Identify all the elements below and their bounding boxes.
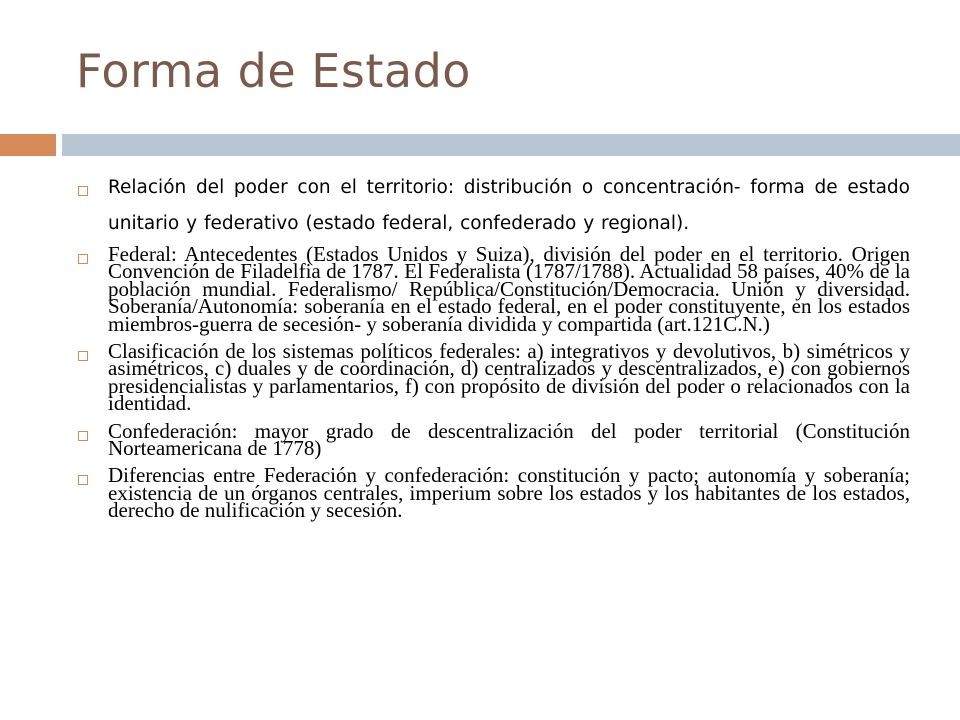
bullet-text: Federal: Antecedentes (Estados Unidos y Suiza), división del poder en el territorio. Origen Convención de Filadelfia de 1787. El Federalista (1787/1788). Actualidad 58 países, 40% de la población mundial. Federalismo/ República/Constitución/Democracia. Unión y diversidad. Soberanía/Autonomía: soberanía en el estado federal, en el poder constituyente, en los estados miembros-guerra de secesión- y soberanía dividida y compartida (art.121C.N.): [108, 242, 910, 336]
bullet-text: Relación del poder con el territorio: distribución o concentración- forma de estado unitario y federativo (estado federal, confederado y regional).: [108, 177, 910, 234]
slide-title: Forma de Estado: [76, 44, 471, 98]
square-bullet-icon: [78, 351, 88, 361]
bullet-item: [76, 339, 910, 416]
bullet-text: Clasificación de los sistemas políticos federales: a) integrativos y devolutivos, b) simétricos y asimétricos, c) duales y de coordinación, d) centralizados y descentralizados, e) con gobiernos presidencialistas y parlamentarios, f) con propósito de división del poder o relacionados con la identidad.: [108, 339, 910, 416]
square-bullet-icon: [78, 254, 88, 264]
square-bullet-icon: [78, 475, 88, 485]
bullet-item: [76, 242, 910, 336]
bullet-text: Confederación: mayor grado de descentralización del poder territorial (Constitución Norteamericana de 1778): [108, 418, 910, 461]
bullet-item: [76, 463, 910, 523]
bullet-item: [76, 170, 910, 242]
bullet-list: [76, 170, 910, 523]
title-rule-bar: [62, 134, 960, 156]
square-bullet-icon: [78, 186, 88, 196]
title-rule-accent: [0, 134, 56, 156]
square-bullet-icon: [78, 431, 88, 441]
bullet-text: Diferencias entre Federación y confederación: constitución y pacto; autonomía y soberanía; existencia de un órganos centrales, imperium sobre los estados y los habitantes de los estados, derecho de nulificación y secesión.: [108, 463, 910, 523]
bullet-item: [76, 418, 910, 461]
